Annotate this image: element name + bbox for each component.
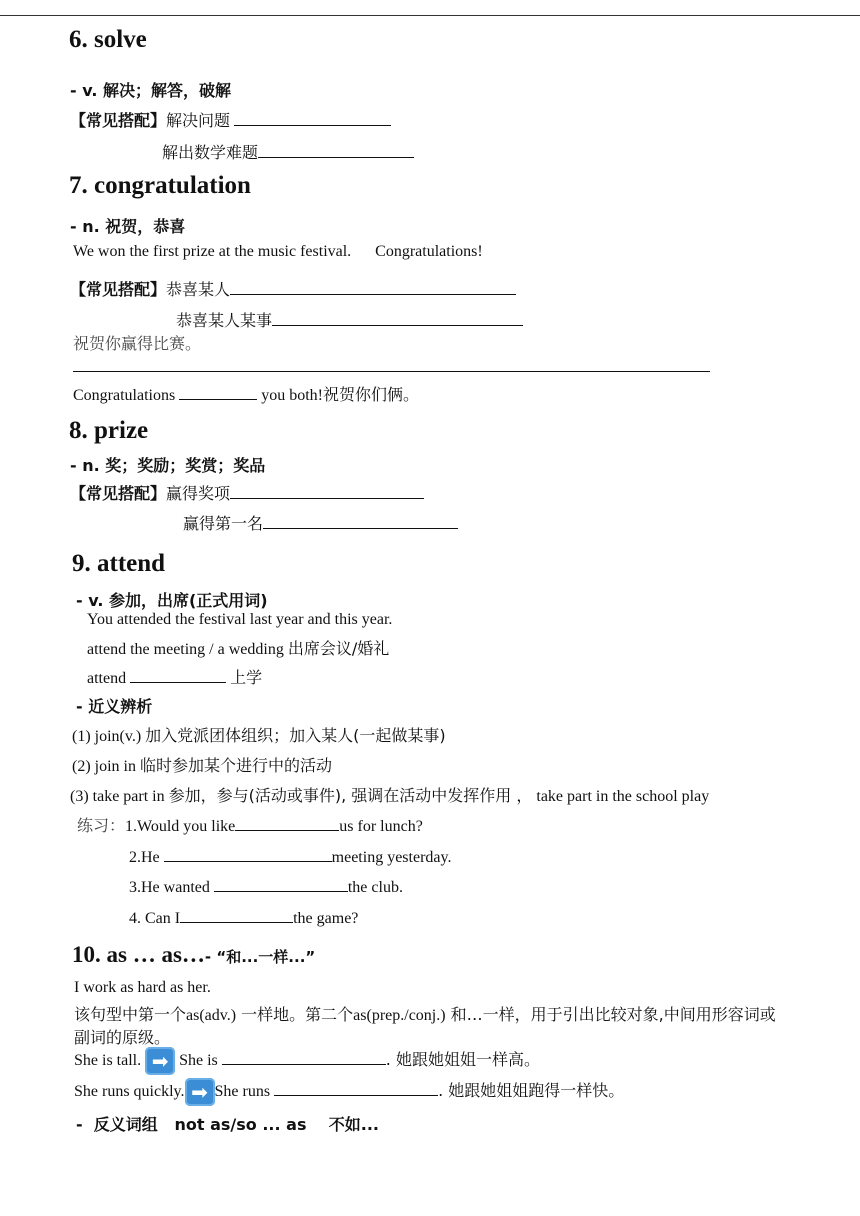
blank-line (263, 514, 458, 529)
exercise-quickly (74, 1078, 624, 1106)
exercise-tall (74, 1047, 540, 1075)
exp-text: 和…一样，用于引出比较对象,中间用形容词或 (445, 1005, 776, 1024)
heading-prize: 8. prize (69, 417, 149, 444)
heading-cn: - “和...一样...” (204, 948, 316, 966)
exp-text: as(adv.) (186, 1007, 237, 1024)
syn-en: (2) join in (72, 758, 136, 775)
blank-line (230, 280, 516, 295)
colloc-text: 解出数学难题 (162, 143, 259, 162)
q-text: 2.He (129, 849, 160, 866)
answer-line (73, 371, 710, 372)
blank-line (272, 311, 523, 326)
fill-congratulations (73, 382, 419, 405)
example-as-as: I work as hard as her. (74, 979, 211, 996)
colloc-text: 赢得第一名 (183, 514, 264, 533)
fill-text: you both! (261, 387, 323, 404)
exercise-3 (129, 877, 403, 897)
colloc-text: 恭喜某人某事 (176, 311, 273, 330)
colloc-text: 恭喜某人 (166, 280, 231, 299)
right-arrow-icon: ➡ (145, 1047, 175, 1075)
pos-prize: - n. 奖；奖励；奖赏；奖品 (70, 456, 266, 475)
synonym-3 (70, 783, 709, 806)
colloc-congrat-1 (70, 277, 516, 300)
blank-line (258, 143, 414, 158)
example-attend-2 (87, 636, 389, 659)
q-cn: . 她跟她姐姐跑得一样快。 (438, 1081, 625, 1100)
q-text: 3.He wanted (129, 879, 210, 896)
exp-text: 该句型中第一个 (74, 1005, 187, 1024)
syn-cn: 参加，参与(活动或事件), 强调在活动中发挥作用 ， (168, 786, 533, 805)
heading-attend: 9. attend (72, 550, 166, 577)
fill-cn: 祝贺你们俩。 (323, 385, 420, 404)
right-arrow-icon: ➡ (185, 1078, 215, 1106)
pos-solve: - v. 解决；解答，破解 (70, 81, 231, 100)
heading-congratulation: 7. congratulation (69, 172, 251, 199)
colloc-text: 赢得奖项 (166, 484, 231, 503)
q-text: She is tall. (74, 1052, 142, 1069)
q-cn: . 她跟她姐姐一样高。 (385, 1050, 540, 1069)
colloc-prize-2 (183, 511, 458, 534)
q-text: the game? (293, 910, 359, 927)
q-text: the club. (347, 879, 403, 896)
pos-attend: - v. 参加，出席(正式用词) (76, 591, 268, 610)
example-en: attend the meeting / a wedding (87, 641, 284, 658)
fill-text: Congratulations (73, 387, 176, 404)
exercise-1 (77, 813, 423, 836)
blank-line (222, 1050, 386, 1065)
synonym-2 (72, 753, 332, 776)
heading-solve: 6. solve (69, 26, 147, 53)
explanation-line-1 (74, 1002, 776, 1025)
blank-line (164, 847, 332, 862)
blank-line (230, 484, 424, 499)
example-cn: 出席会议/婚礼 (287, 639, 390, 658)
colloc-label: 【常见搭配】 (70, 111, 167, 130)
example-attend-1: You attended the festival last year and this year. (87, 611, 393, 628)
colloc-label: 【常见搭配】 (70, 280, 167, 299)
exercise-4 (129, 908, 358, 928)
example-congratulation: We won the first prize at the music festival. Congratulations! (73, 243, 483, 260)
top-rule (0, 15, 860, 16)
colloc-congrat-2 (176, 308, 523, 331)
blank-line (235, 816, 339, 831)
exp-text: as(prep./conj.) (353, 1007, 446, 1024)
exp-text: 一样地。第二个 (236, 1005, 354, 1024)
synonym-label: - 近义辨析 (76, 697, 153, 716)
q-text: us for lunch? (339, 818, 423, 835)
blank-line (234, 111, 391, 126)
exercise-2 (129, 847, 451, 867)
synonym-1 (72, 723, 446, 746)
example-attend-3 (87, 665, 262, 688)
colloc-label: 【常见搭配】 (70, 484, 167, 503)
q-text: 1.Would you like (125, 818, 236, 835)
colloc-solve-2 (162, 140, 414, 163)
syn-cn: 加入党派团体组织；加入某人(一起做某事) (145, 726, 446, 745)
q-text: She is (179, 1052, 218, 1069)
colloc-text: 解决问题 (166, 111, 231, 130)
blank-line (130, 668, 226, 683)
example-cn: 上学 (230, 668, 263, 687)
blank-line (179, 385, 257, 400)
q-text: She runs (214, 1083, 271, 1100)
heading-text: 10. as … as… (72, 942, 205, 967)
translate-prompt: 祝贺你赢得比赛。 (73, 336, 202, 353)
blank-line (214, 877, 348, 892)
syn-en: take part in the school play (536, 788, 710, 805)
antonym-line: - 反义词组 not as/so ... as 不如... (76, 1115, 379, 1134)
example-en: attend (87, 670, 127, 687)
heading-as-as (72, 942, 315, 968)
exercise-label: 练习： (77, 818, 126, 835)
colloc-solve-1 (70, 108, 391, 131)
q-text: meeting yesterday. (331, 849, 452, 866)
blank-line (180, 908, 293, 923)
syn-en: (1) join(v.) (72, 728, 142, 745)
q-text: 4. Can I (129, 910, 181, 927)
q-text: She runs quickly. (74, 1083, 185, 1100)
colloc-prize-1 (70, 481, 424, 504)
syn-cn: 临时参加某个进行中的活动 (140, 756, 333, 775)
syn-en: (3) take part in (70, 788, 165, 805)
blank-line (274, 1081, 438, 1096)
pos-congratulation: - n. 祝贺，恭喜 (70, 217, 186, 236)
explanation-line-2: 副词的原级。 (74, 1028, 171, 1047)
